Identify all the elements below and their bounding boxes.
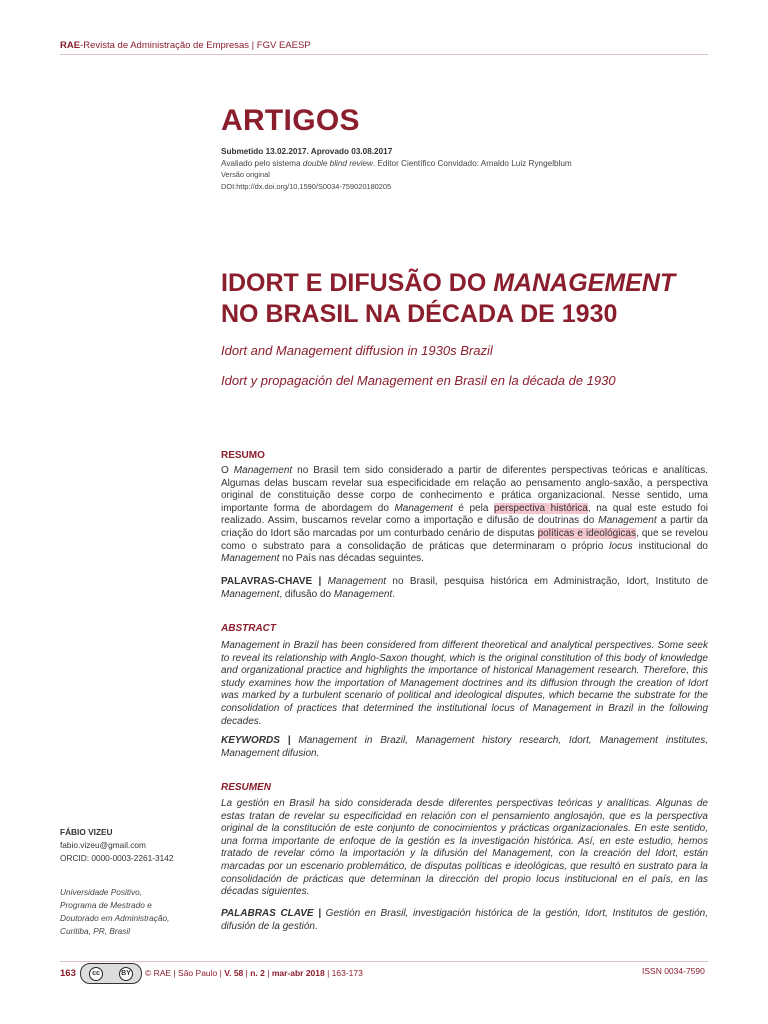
affiliation-line: Curitiba, PR, Brasil [60, 926, 131, 936]
review-editor: . Editor Científico Convidado: Arnaldo Luiz Ryngelblum [372, 158, 572, 168]
version-label: Versão original [221, 170, 270, 179]
keywords-text-en: Management in Brazil, Management history research, Idort, Management institutes, Management difusion. [221, 735, 708, 759]
resumo-text: O Management no Brasil tem sido considerado a partir de diferentes perspectivas teóricas e analíticas. Algumas delas buscam revelar sua especificidade em relação ao pensamento anglo-saxão, a perspectiva original de constituição desse corpo de conhecimento e prática organizacional. Nesse sentido, uma importante forma de abordagem do Management é pela perspectiva histórica, na qual este estudo foi realizado. Assim, buscamos revelar como a importação e difusão de doutrinas do Management a partir da criação do Idort são marcadas por um conturbado cenário de disputas políticas e ideológicas, que se revelou como o substrato para a consolidação de práticas que determinaram o próprio locus institucional do Management no País nas décadas seguintes. [221, 465, 708, 565]
affiliation-line: Doutorado em Administração, [60, 913, 170, 923]
affiliation-line: Universidade Positivo, [60, 887, 143, 897]
article-meta [221, 146, 661, 192]
doi-link[interactable]: DOI:http://dx.doi.org/10.1590/S0034-759020180205 [221, 181, 392, 191]
review-prefix: Avaliado pelo sistema [221, 158, 303, 168]
author-info [60, 826, 173, 865]
submission-dates: Submetido 13.02.2017. Aprovado 03.08.2017 [221, 147, 393, 156]
review-info [221, 158, 661, 170]
cc-icon: cc [89, 967, 103, 981]
highlight-politicas: políticas e ideológicas [537, 527, 636, 539]
keywords-text-es: Gestión en Brasil, investigación histórica de la gestión, Idort, Institutos de gestión, difusión de la gestión. [221, 908, 708, 932]
review-method: double blind review [302, 158, 373, 168]
subtitle-spanish: Idort y propagación del Management en Brasil en la década de 1930 [221, 373, 616, 388]
affiliation-line: Programa de Mestrado e [60, 900, 152, 910]
resumen-text: La gestión en Brasil ha sido considerada desde diferentes perspectivas teóricas y analíticas. Algunas de estas tratan de revelar su especificidad en relación con el pensamiento anglosajón, que es la perspectiva original de la constitución de este conjunto de conocimientos y prácticas organizacionales. En este sentido, una forma importante de enfoque de la gestión es la investigación histórica. Así, en este estudio, hemos tratado de revelar cómo la importación y la difusión del Management, con la creación del Idort, están marcadas por un escenario problemático, de disputas políticas e ideológicas, que resultó en sustrato para la consolidación de prácticas que determinan la dirección del propio locus institucional en el país, en las décadas siguientes. [221, 798, 708, 898]
author-name: FÁBIO VIZEU [60, 827, 113, 837]
title-part2: NO BRASIL NA DÉCADA DE 1930 [221, 300, 618, 328]
author-orcid: ORCID: 0000-0003-2261-3142 [60, 853, 174, 863]
article-title [221, 268, 701, 330]
journal-brand: RAE [60, 40, 81, 51]
title-italic: MANAGEMENT [493, 269, 676, 297]
footer-divider [60, 961, 708, 962]
title-part1: IDORT E DIFUSÃO DO [221, 269, 494, 297]
keywords-label-en: KEYWORDS | [221, 735, 299, 746]
subtitle-english: Idort and Management diffusion in 1930s Brazil [221, 343, 493, 358]
abstract-heading: ABSTRACT [221, 623, 276, 634]
resumen-keywords [221, 908, 708, 933]
issn: ISSN 0034-7590 [642, 966, 705, 976]
section-title: ARTIGOS [221, 104, 360, 137]
footer-citation: © RAE | São Paulo | V. 58 | n. 2 | mar-abr 2018 | 163-173 [145, 968, 363, 978]
journal-header [60, 40, 311, 51]
creative-commons-license-icon[interactable] [80, 963, 142, 984]
abstract-text: Management in Brazil has been considered from different theoretical and analytical perspectives. Some seek to reveal its relationship with Anglo-Saxon thought, which is the original constitution of this body of knowledge and organizational practice and highlights the importance of historical Management research. Therefore, this study examines how the importation of Management doctrines and its diffusion through the creation of Idort was marked by a turbulent scenario of political and ideological disputes, which became the substrate for the consolidation of practices that determined the institutional locus of Management in Brazil in the following decades. [221, 640, 708, 727]
keywords-label-es: PALABRAS CLAVE | [221, 908, 326, 919]
keywords-label: PALAVRAS-CHAVE | [221, 576, 328, 587]
author-affiliation [60, 886, 210, 938]
abstract-keywords [221, 735, 708, 760]
resumo-keywords: PALAVRAS-CHAVE | Management no Brasil, pesquisa histórica em Administração, Idort, Instituto de Management, difusão do Management. [221, 576, 709, 600]
author-email[interactable]: fabio.vizeu@gmail.com [60, 840, 146, 850]
page-number: 163 [60, 968, 76, 979]
highlight-perspectiva: perspectiva histórica [493, 502, 588, 514]
resumen-heading: RESUMEN [221, 782, 272, 793]
header-divider [60, 54, 708, 55]
attribution-icon: BY [119, 967, 133, 981]
resumo-heading: RESUMO [221, 450, 265, 461]
journal-name: -Revista de Administração de Empresas | FGV EAESP [80, 40, 311, 51]
